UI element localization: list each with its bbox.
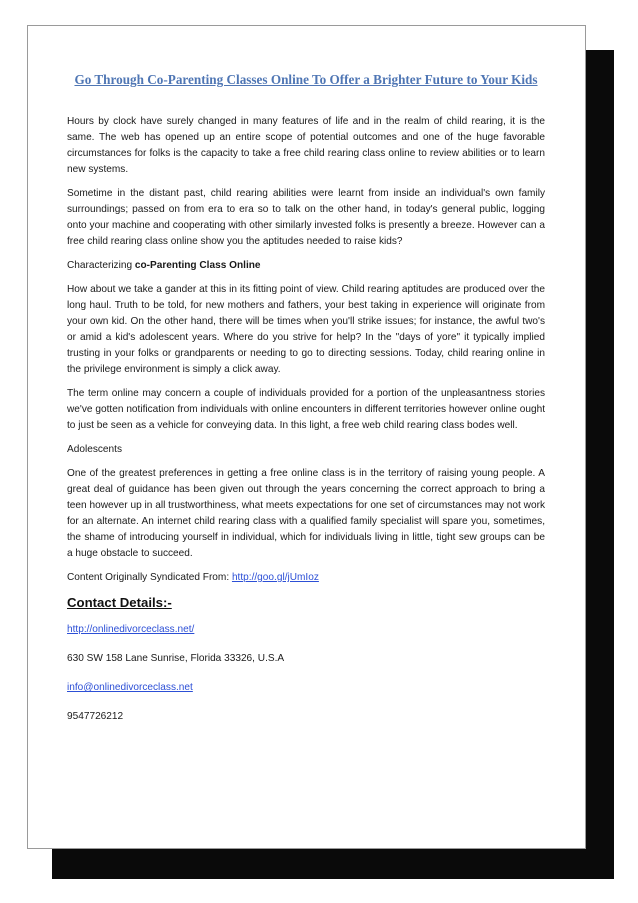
- document-page: [27, 25, 586, 849]
- subheading-bold: co-Parenting Class Online: [134, 260, 261, 271]
- paragraph-adolescents: One of the greatest preferences in getting a free online class is in the territory of raising young people. A great deal of guidance has been given out through the years concerning the correct approach to bring a teen however up in all trustworthiness, what meets expectations for one set of circumstances may not work for an alternate. An internet child rearing class with a qualified family specialist will spare you, sometimes, the shame of introducing yourself in individual, which for individuals living in little, tight sew groups can be a huge obstacle to succeed.: [67, 468, 545, 559]
- contact-email-link[interactable]: info@onlinedivorceclass.net: [67, 682, 193, 693]
- contact-website-line: [67, 622, 545, 638]
- contact-heading: Contact Details:-: [67, 595, 172, 610]
- contact-email-line: [67, 680, 545, 696]
- paragraph-history: Sometime in the distant past, child rearing abilities were learnt from inside an individual's own family surroundings; passed on from era to era so to talk on the other hand, in today's general public, logging onto your machine and cooperating with other similarly invested folks is presently a breeze. However can a free child rearing class online show you the aptitudes needed to raise kids?: [67, 188, 545, 247]
- document-title: Go Through Co-Parenting Classes Online To Offer a Brighter Future to Your Kids: [74, 72, 538, 87]
- syndicated-line: [67, 570, 545, 586]
- syndicated-link[interactable]: http://goo.gl/jUmIoz: [231, 572, 319, 583]
- subheading-characterizing: [67, 258, 545, 274]
- contact-website-link[interactable]: http://onlinedivorceclass.net/: [67, 624, 195, 635]
- paragraph-perspective: How about we take a gander at this in its fitting point of view. Child rearing aptitudes are produced over the long haul. Truth to be told, for new mothers and fathers, your best taking in experience will originate from your own kid. On the other hand, there will be times when you'll strike issues; for instance, the awful two's or amid a kid's adolescent years. Where do you strive for help? In the "days of yore" it typically implied trusting in your folks or grandparents or needing to go to directing sessions. Today, child rearing online in the privilege environment is simply a click away.: [67, 284, 545, 375]
- syndicated-prefix: Content Originally Syndicated From:: [67, 572, 232, 583]
- contact-phone: 9547726212: [67, 711, 124, 722]
- section-label-adolescents: Adolescents: [67, 444, 122, 455]
- paragraph-online-term: The term online may concern a couple of individuals provided for a portion of the unpleasantness stories we've gotten notification from individuals with online encounters in different territories however online ought to just be seen as a vehicle for conveying data. In this light, a free web child rearing class bodes well.: [67, 388, 545, 431]
- paragraph-intro: Hours by clock have surely changed in many features of life and in the realm of child rearing, it is the same. The web has opened up an entire scope of potential outcomes and one of the huge favorable circumstances for folks is the capacity to take a free child rearing class online to review abilities or to learn new systems.: [67, 116, 545, 175]
- contact-address: 630 SW 158 Lane Sunrise, Florida 33326, U.S.A: [67, 653, 285, 664]
- document-content: [67, 70, 545, 738]
- subheading-prefix: Characterizing: [67, 260, 135, 271]
